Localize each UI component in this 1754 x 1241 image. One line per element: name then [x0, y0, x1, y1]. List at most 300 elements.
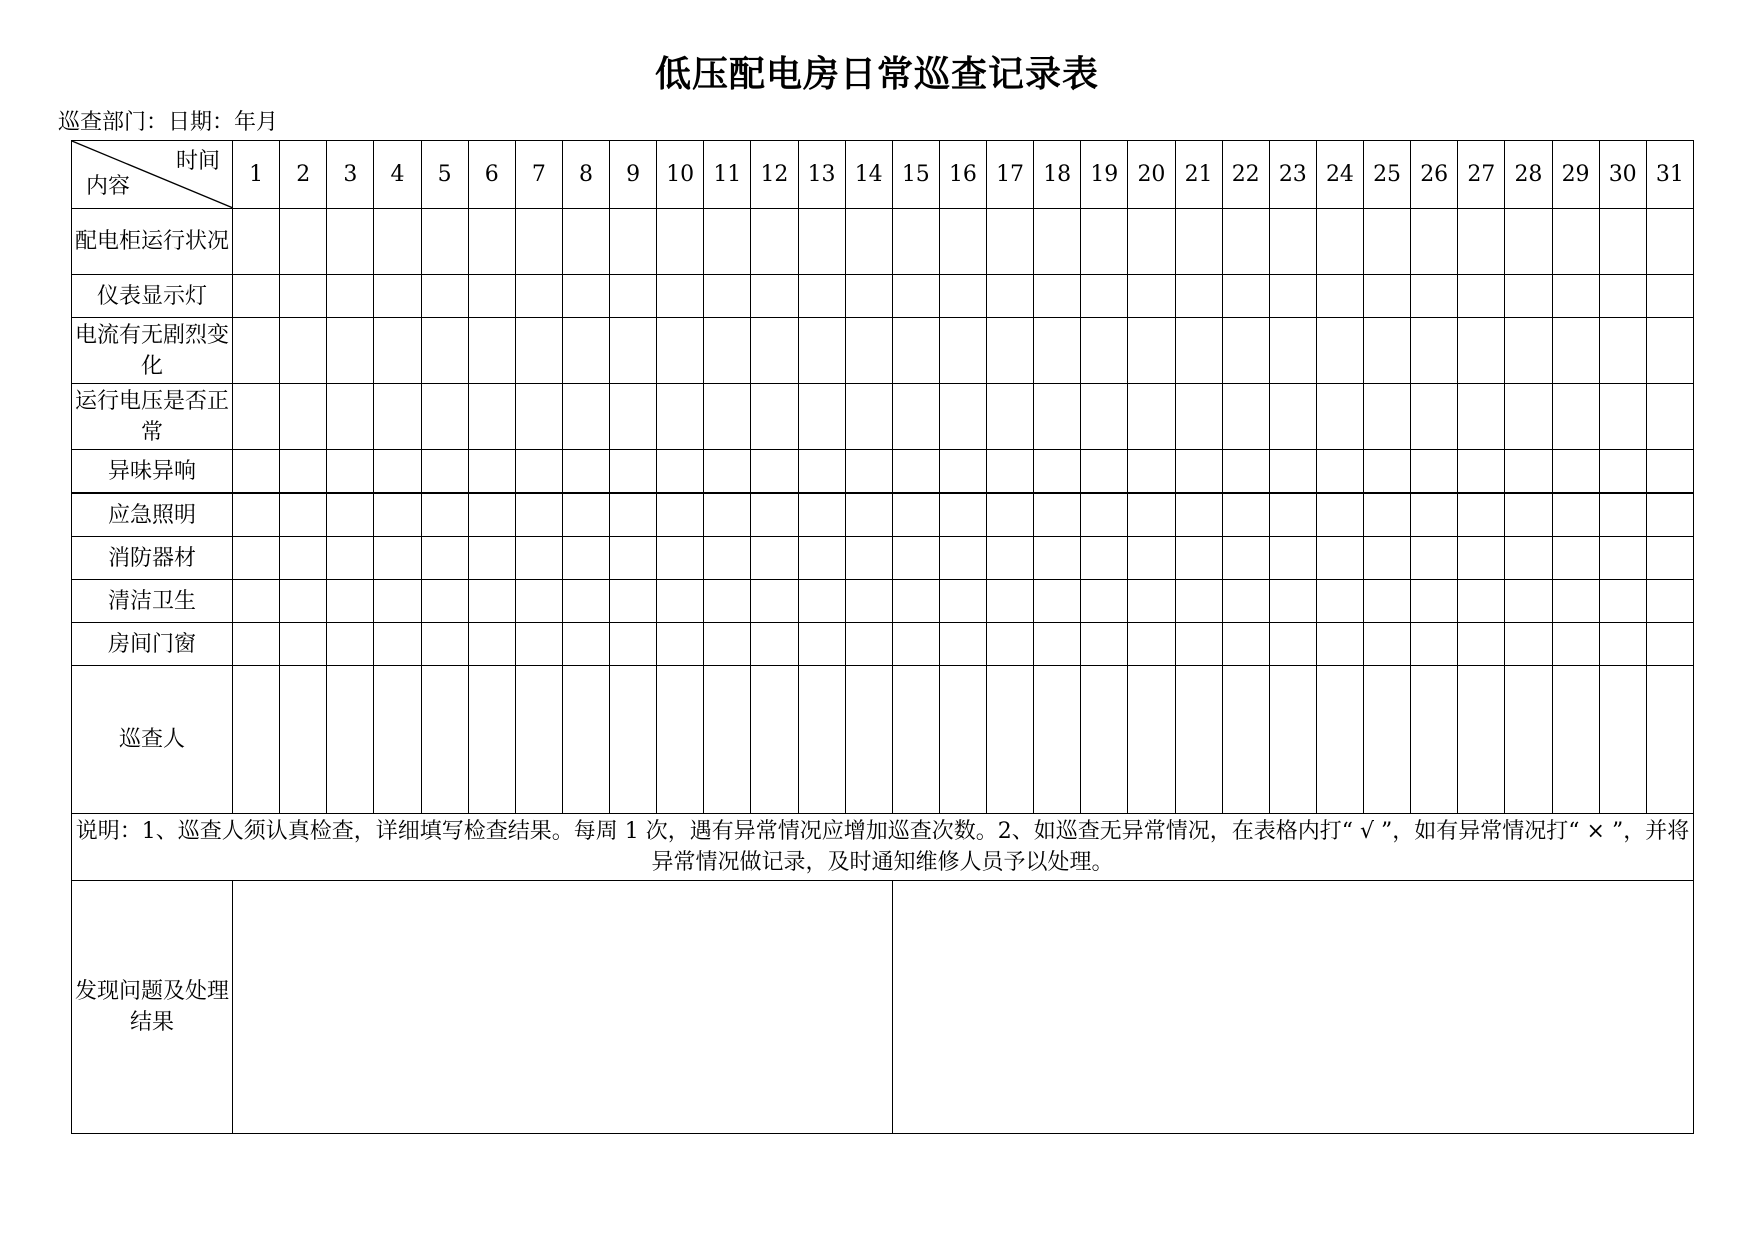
check-cell[interactable]	[1269, 275, 1316, 318]
check-cell[interactable]	[798, 209, 845, 275]
check-cell[interactable]	[374, 493, 421, 537]
check-cell[interactable]	[1599, 450, 1646, 494]
check-cell[interactable]	[1081, 318, 1128, 384]
check-cell[interactable]	[1081, 384, 1128, 450]
check-cell[interactable]	[1034, 450, 1081, 494]
check-cell[interactable]	[233, 318, 280, 384]
check-cell[interactable]	[1599, 666, 1646, 814]
check-cell[interactable]	[1316, 666, 1363, 814]
check-cell[interactable]	[704, 537, 751, 580]
check-cell[interactable]	[1081, 537, 1128, 580]
check-cell[interactable]	[1599, 209, 1646, 275]
check-cell[interactable]	[939, 493, 986, 537]
check-cell[interactable]	[892, 537, 939, 580]
check-cell[interactable]	[1505, 666, 1552, 814]
check-cell[interactable]	[1364, 275, 1411, 318]
check-cell[interactable]	[1505, 493, 1552, 537]
check-cell[interactable]	[1269, 623, 1316, 666]
check-cell[interactable]	[751, 209, 798, 275]
check-cell[interactable]	[1175, 537, 1222, 580]
check-cell[interactable]	[1081, 666, 1128, 814]
check-cell[interactable]	[845, 666, 892, 814]
check-cell[interactable]	[562, 493, 609, 537]
check-cell[interactable]	[1411, 580, 1458, 623]
check-cell[interactable]	[657, 623, 704, 666]
check-cell[interactable]	[704, 209, 751, 275]
check-cell[interactable]	[515, 623, 562, 666]
check-cell[interactable]	[1175, 666, 1222, 814]
check-cell[interactable]	[1505, 209, 1552, 275]
check-cell[interactable]	[515, 450, 562, 494]
check-cell[interactable]	[374, 623, 421, 666]
check-cell[interactable]	[280, 623, 327, 666]
check-cell[interactable]	[374, 450, 421, 494]
check-cell[interactable]	[704, 493, 751, 537]
check-cell[interactable]	[374, 537, 421, 580]
check-cell[interactable]	[1458, 493, 1505, 537]
check-cell[interactable]	[1364, 666, 1411, 814]
check-cell[interactable]	[1552, 384, 1599, 450]
check-cell[interactable]	[1552, 493, 1599, 537]
check-cell[interactable]	[421, 580, 468, 623]
check-cell[interactable]	[1034, 384, 1081, 450]
check-cell[interactable]	[515, 493, 562, 537]
check-cell[interactable]	[327, 209, 374, 275]
check-cell[interactable]	[1034, 537, 1081, 580]
check-cell[interactable]	[892, 450, 939, 494]
check-cell[interactable]	[1646, 275, 1693, 318]
check-cell[interactable]	[610, 493, 657, 537]
check-cell[interactable]	[421, 450, 468, 494]
check-cell[interactable]	[704, 580, 751, 623]
check-cell[interactable]	[845, 209, 892, 275]
check-cell[interactable]	[1646, 493, 1693, 537]
check-cell[interactable]	[1505, 450, 1552, 494]
check-cell[interactable]	[704, 318, 751, 384]
check-cell[interactable]	[657, 275, 704, 318]
check-cell[interactable]	[1222, 537, 1269, 580]
check-cell[interactable]	[280, 493, 327, 537]
check-cell[interactable]	[1646, 450, 1693, 494]
check-cell[interactable]	[280, 537, 327, 580]
check-cell[interactable]	[327, 275, 374, 318]
check-cell[interactable]	[1222, 450, 1269, 494]
check-cell[interactable]	[562, 666, 609, 814]
check-cell[interactable]	[1081, 209, 1128, 275]
check-cell[interactable]	[751, 623, 798, 666]
check-cell[interactable]	[751, 275, 798, 318]
check-cell[interactable]	[751, 580, 798, 623]
results-area-right[interactable]	[892, 881, 1693, 1134]
check-cell[interactable]	[1316, 580, 1363, 623]
check-cell[interactable]	[798, 275, 845, 318]
check-cell[interactable]	[1316, 384, 1363, 450]
check-cell[interactable]	[421, 318, 468, 384]
check-cell[interactable]	[374, 275, 421, 318]
check-cell[interactable]	[233, 493, 280, 537]
check-cell[interactable]	[468, 537, 515, 580]
check-cell[interactable]	[657, 580, 704, 623]
check-cell[interactable]	[1222, 580, 1269, 623]
check-cell[interactable]	[987, 450, 1034, 494]
check-cell[interactable]	[939, 666, 986, 814]
check-cell[interactable]	[1458, 537, 1505, 580]
check-cell[interactable]	[892, 580, 939, 623]
check-cell[interactable]	[1128, 209, 1175, 275]
check-cell[interactable]	[562, 318, 609, 384]
check-cell[interactable]	[610, 384, 657, 450]
check-cell[interactable]	[845, 450, 892, 494]
check-cell[interactable]	[1269, 318, 1316, 384]
check-cell[interactable]	[468, 384, 515, 450]
check-cell[interactable]	[845, 318, 892, 384]
check-cell[interactable]	[939, 384, 986, 450]
check-cell[interactable]	[657, 318, 704, 384]
check-cell[interactable]	[374, 666, 421, 814]
check-cell[interactable]	[1316, 209, 1363, 275]
check-cell[interactable]	[1128, 580, 1175, 623]
check-cell[interactable]	[704, 450, 751, 494]
check-cell[interactable]	[327, 318, 374, 384]
check-cell[interactable]	[610, 209, 657, 275]
check-cell[interactable]	[657, 450, 704, 494]
check-cell[interactable]	[468, 493, 515, 537]
check-cell[interactable]	[280, 275, 327, 318]
check-cell[interactable]	[1269, 209, 1316, 275]
check-cell[interactable]	[1599, 580, 1646, 623]
check-cell[interactable]	[1646, 209, 1693, 275]
check-cell[interactable]	[1458, 209, 1505, 275]
check-cell[interactable]	[657, 209, 704, 275]
check-cell[interactable]	[1411, 275, 1458, 318]
check-cell[interactable]	[1175, 450, 1222, 494]
results-area-left[interactable]	[233, 881, 893, 1134]
check-cell[interactable]	[374, 384, 421, 450]
check-cell[interactable]	[1458, 384, 1505, 450]
check-cell[interactable]	[1364, 318, 1411, 384]
check-cell[interactable]	[704, 623, 751, 666]
check-cell[interactable]	[1269, 450, 1316, 494]
check-cell[interactable]	[610, 450, 657, 494]
check-cell[interactable]	[1411, 666, 1458, 814]
check-cell[interactable]	[1411, 209, 1458, 275]
check-cell[interactable]	[892, 275, 939, 318]
check-cell[interactable]	[939, 537, 986, 580]
check-cell[interactable]	[1552, 537, 1599, 580]
check-cell[interactable]	[751, 318, 798, 384]
check-cell[interactable]	[233, 666, 280, 814]
check-cell[interactable]	[798, 537, 845, 580]
check-cell[interactable]	[421, 537, 468, 580]
check-cell[interactable]	[280, 580, 327, 623]
check-cell[interactable]	[1458, 318, 1505, 384]
check-cell[interactable]	[1128, 275, 1175, 318]
check-cell[interactable]	[1034, 493, 1081, 537]
check-cell[interactable]	[845, 384, 892, 450]
check-cell[interactable]	[1034, 275, 1081, 318]
check-cell[interactable]	[1505, 623, 1552, 666]
check-cell[interactable]	[1552, 580, 1599, 623]
check-cell[interactable]	[1128, 666, 1175, 814]
check-cell[interactable]	[1034, 666, 1081, 814]
check-cell[interactable]	[845, 580, 892, 623]
check-cell[interactable]	[892, 318, 939, 384]
check-cell[interactable]	[987, 666, 1034, 814]
check-cell[interactable]	[280, 318, 327, 384]
check-cell[interactable]	[1411, 537, 1458, 580]
check-cell[interactable]	[1505, 384, 1552, 450]
check-cell[interactable]	[280, 384, 327, 450]
check-cell[interactable]	[1646, 666, 1693, 814]
check-cell[interactable]	[562, 580, 609, 623]
check-cell[interactable]	[374, 209, 421, 275]
check-cell[interactable]	[562, 209, 609, 275]
check-cell[interactable]	[1552, 318, 1599, 384]
check-cell[interactable]	[657, 537, 704, 580]
check-cell[interactable]	[845, 493, 892, 537]
check-cell[interactable]	[327, 580, 374, 623]
check-cell[interactable]	[562, 450, 609, 494]
check-cell[interactable]	[1411, 493, 1458, 537]
check-cell[interactable]	[1411, 450, 1458, 494]
check-cell[interactable]	[939, 580, 986, 623]
check-cell[interactable]	[1269, 384, 1316, 450]
check-cell[interactable]	[421, 623, 468, 666]
check-cell[interactable]	[233, 275, 280, 318]
check-cell[interactable]	[515, 275, 562, 318]
check-cell[interactable]	[421, 275, 468, 318]
check-cell[interactable]	[327, 450, 374, 494]
check-cell[interactable]	[1128, 450, 1175, 494]
check-cell[interactable]	[1175, 275, 1222, 318]
check-cell[interactable]	[327, 537, 374, 580]
check-cell[interactable]	[421, 209, 468, 275]
check-cell[interactable]	[798, 666, 845, 814]
check-cell[interactable]	[421, 384, 468, 450]
check-cell[interactable]	[1034, 318, 1081, 384]
check-cell[interactable]	[1458, 450, 1505, 494]
check-cell[interactable]	[657, 493, 704, 537]
check-cell[interactable]	[421, 493, 468, 537]
check-cell[interactable]	[1552, 275, 1599, 318]
check-cell[interactable]	[1128, 537, 1175, 580]
check-cell[interactable]	[1505, 275, 1552, 318]
check-cell[interactable]	[562, 537, 609, 580]
check-cell[interactable]	[1505, 580, 1552, 623]
check-cell[interactable]	[987, 493, 1034, 537]
check-cell[interactable]	[468, 623, 515, 666]
check-cell[interactable]	[892, 493, 939, 537]
check-cell[interactable]	[374, 580, 421, 623]
check-cell[interactable]	[1646, 318, 1693, 384]
check-cell[interactable]	[939, 275, 986, 318]
check-cell[interactable]	[374, 318, 421, 384]
check-cell[interactable]	[1034, 209, 1081, 275]
check-cell[interactable]	[1269, 580, 1316, 623]
check-cell[interactable]	[468, 580, 515, 623]
check-cell[interactable]	[1458, 275, 1505, 318]
check-cell[interactable]	[1364, 384, 1411, 450]
check-cell[interactable]	[610, 275, 657, 318]
check-cell[interactable]	[1081, 275, 1128, 318]
check-cell[interactable]	[892, 209, 939, 275]
check-cell[interactable]	[1646, 384, 1693, 450]
check-cell[interactable]	[798, 623, 845, 666]
check-cell[interactable]	[280, 209, 327, 275]
check-cell[interactable]	[233, 384, 280, 450]
check-cell[interactable]	[1364, 537, 1411, 580]
check-cell[interactable]	[798, 384, 845, 450]
check-cell[interactable]	[845, 537, 892, 580]
check-cell[interactable]	[704, 666, 751, 814]
check-cell[interactable]	[1269, 493, 1316, 537]
check-cell[interactable]	[1175, 580, 1222, 623]
check-cell[interactable]	[939, 623, 986, 666]
check-cell[interactable]	[1081, 623, 1128, 666]
check-cell[interactable]	[987, 209, 1034, 275]
check-cell[interactable]	[1316, 537, 1363, 580]
check-cell[interactable]	[1552, 450, 1599, 494]
check-cell[interactable]	[1599, 623, 1646, 666]
check-cell[interactable]	[987, 623, 1034, 666]
check-cell[interactable]	[704, 275, 751, 318]
check-cell[interactable]	[1316, 450, 1363, 494]
check-cell[interactable]	[233, 623, 280, 666]
check-cell[interactable]	[798, 318, 845, 384]
check-cell[interactable]	[1222, 384, 1269, 450]
check-cell[interactable]	[751, 384, 798, 450]
check-cell[interactable]	[1505, 537, 1552, 580]
check-cell[interactable]	[515, 384, 562, 450]
check-cell[interactable]	[1175, 623, 1222, 666]
check-cell[interactable]	[657, 384, 704, 450]
check-cell[interactable]	[468, 318, 515, 384]
check-cell[interactable]	[1128, 384, 1175, 450]
check-cell[interactable]	[327, 384, 374, 450]
check-cell[interactable]	[1458, 623, 1505, 666]
check-cell[interactable]	[1316, 318, 1363, 384]
check-cell[interactable]	[892, 623, 939, 666]
check-cell[interactable]	[892, 384, 939, 450]
check-cell[interactable]	[1599, 384, 1646, 450]
check-cell[interactable]	[1316, 275, 1363, 318]
check-cell[interactable]	[1175, 318, 1222, 384]
check-cell[interactable]	[1128, 623, 1175, 666]
check-cell[interactable]	[751, 493, 798, 537]
check-cell[interactable]	[939, 209, 986, 275]
check-cell[interactable]	[987, 384, 1034, 450]
check-cell[interactable]	[1081, 450, 1128, 494]
check-cell[interactable]	[515, 580, 562, 623]
check-cell[interactable]	[1081, 493, 1128, 537]
check-cell[interactable]	[845, 275, 892, 318]
check-cell[interactable]	[610, 537, 657, 580]
check-cell[interactable]	[798, 580, 845, 623]
check-cell[interactable]	[562, 384, 609, 450]
check-cell[interactable]	[1364, 450, 1411, 494]
check-cell[interactable]	[704, 384, 751, 450]
check-cell[interactable]	[610, 318, 657, 384]
check-cell[interactable]	[1599, 537, 1646, 580]
check-cell[interactable]	[1034, 580, 1081, 623]
check-cell[interactable]	[233, 537, 280, 580]
check-cell[interactable]	[798, 450, 845, 494]
check-cell[interactable]	[657, 666, 704, 814]
check-cell[interactable]	[892, 666, 939, 814]
check-cell[interactable]	[1269, 537, 1316, 580]
check-cell[interactable]	[939, 318, 986, 384]
check-cell[interactable]	[1222, 666, 1269, 814]
check-cell[interactable]	[1458, 580, 1505, 623]
check-cell[interactable]	[327, 623, 374, 666]
check-cell[interactable]	[1646, 580, 1693, 623]
check-cell[interactable]	[987, 275, 1034, 318]
check-cell[interactable]	[515, 666, 562, 814]
check-cell[interactable]	[751, 666, 798, 814]
check-cell[interactable]	[1269, 666, 1316, 814]
check-cell[interactable]	[515, 209, 562, 275]
check-cell[interactable]	[987, 537, 1034, 580]
check-cell[interactable]	[751, 537, 798, 580]
check-cell[interactable]	[1411, 318, 1458, 384]
check-cell[interactable]	[1599, 318, 1646, 384]
check-cell[interactable]	[1599, 493, 1646, 537]
check-cell[interactable]	[1222, 623, 1269, 666]
check-cell[interactable]	[1364, 493, 1411, 537]
check-cell[interactable]	[468, 209, 515, 275]
check-cell[interactable]	[1364, 623, 1411, 666]
check-cell[interactable]	[798, 493, 845, 537]
check-cell[interactable]	[1222, 275, 1269, 318]
check-cell[interactable]	[1364, 209, 1411, 275]
check-cell[interactable]	[468, 450, 515, 494]
check-cell[interactable]	[515, 318, 562, 384]
check-cell[interactable]	[610, 666, 657, 814]
check-cell[interactable]	[1411, 384, 1458, 450]
check-cell[interactable]	[233, 209, 280, 275]
check-cell[interactable]	[610, 580, 657, 623]
check-cell[interactable]	[1646, 623, 1693, 666]
check-cell[interactable]	[233, 450, 280, 494]
check-cell[interactable]	[1552, 666, 1599, 814]
check-cell[interactable]	[1175, 209, 1222, 275]
check-cell[interactable]	[1316, 493, 1363, 537]
check-cell[interactable]	[1222, 318, 1269, 384]
check-cell[interactable]	[1364, 580, 1411, 623]
check-cell[interactable]	[327, 666, 374, 814]
check-cell[interactable]	[562, 275, 609, 318]
check-cell[interactable]	[1411, 623, 1458, 666]
check-cell[interactable]	[1128, 493, 1175, 537]
check-cell[interactable]	[1222, 209, 1269, 275]
check-cell[interactable]	[468, 666, 515, 814]
check-cell[interactable]	[1505, 318, 1552, 384]
check-cell[interactable]	[1599, 275, 1646, 318]
check-cell[interactable]	[280, 450, 327, 494]
check-cell[interactable]	[1175, 384, 1222, 450]
check-cell[interactable]	[751, 450, 798, 494]
check-cell[interactable]	[1552, 209, 1599, 275]
check-cell[interactable]	[1175, 493, 1222, 537]
check-cell[interactable]	[421, 666, 468, 814]
check-cell[interactable]	[468, 275, 515, 318]
check-cell[interactable]	[327, 493, 374, 537]
check-cell[interactable]	[1646, 537, 1693, 580]
check-cell[interactable]	[1316, 623, 1363, 666]
check-cell[interactable]	[562, 623, 609, 666]
check-cell[interactable]	[233, 580, 280, 623]
check-cell[interactable]	[1458, 666, 1505, 814]
